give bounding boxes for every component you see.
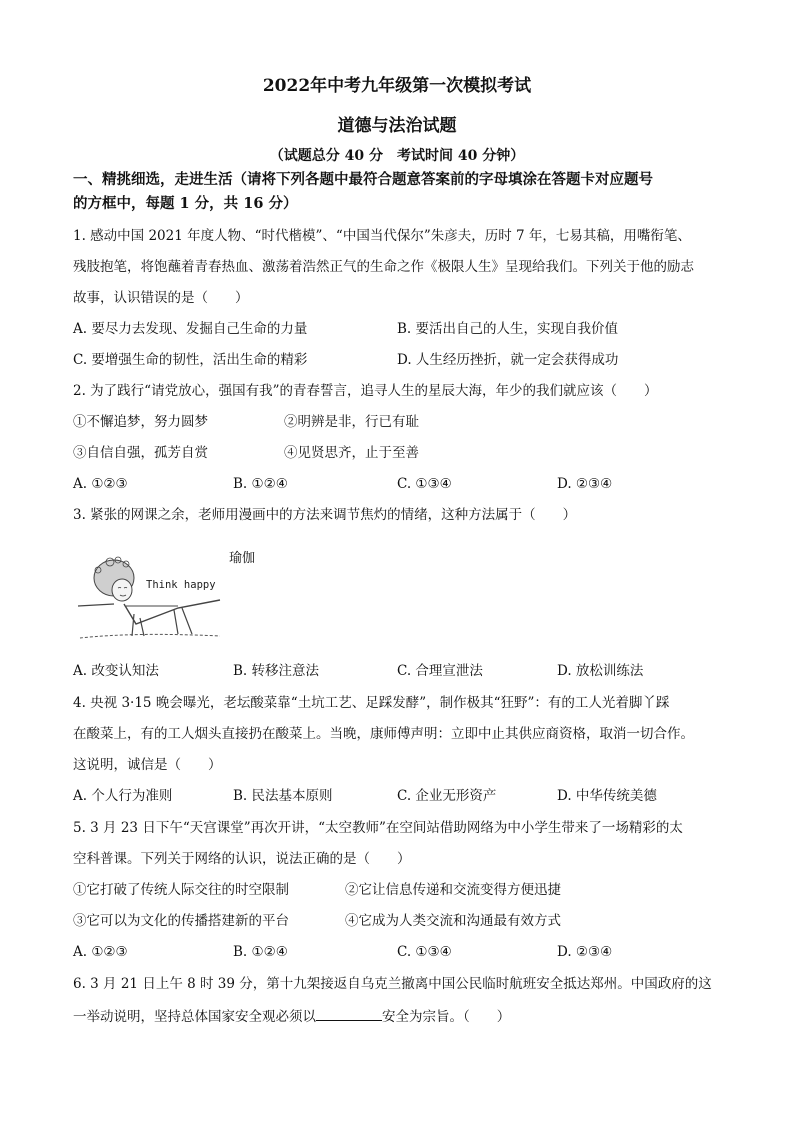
- q4-option-a: A. 个人行为准则: [73, 788, 173, 804]
- q1-option-d: D. 人生经历挫折，就一定会获得成功: [397, 352, 619, 368]
- q4-option-c: C. 企业无形资产: [397, 788, 497, 804]
- q4-stem-line2: 在酸菜上，有的工人烟头直接扔在酸菜上。当晚，康师傅声明：立即中止其供应商资格，取消一切合作。: [73, 726, 694, 742]
- q5-stem-line2: 空科普课。下列关于网络的认识，说法正确的是（ ）: [73, 851, 411, 867]
- q3-option-c: C. 合理宣泄法: [397, 663, 483, 679]
- q2-stem: 2. 为了践行“请党放心，强国有我”的青春誓言，追寻人生的星辰大海，年少的我们就应该（ ）: [73, 383, 658, 399]
- q2-option-c: C. ①③④: [397, 476, 452, 492]
- q2-statement-3: ③自信自强，孤芳自赏: [73, 445, 208, 461]
- q5-statement-3: ③它可以为文化的传播搭建新的平台: [73, 913, 289, 929]
- cartoon-speech-text: Think happy: [146, 579, 216, 591]
- exam-title: 2022年中考九年级第一次模拟考试: [262, 76, 532, 96]
- q3-option-d: D. 放松训练法: [557, 663, 644, 679]
- exam-subtitle: 道德与法治试题: [337, 116, 457, 136]
- q1-option-c: C. 要增强生命的韧性，活出生命的精彩: [73, 352, 308, 368]
- q4-stem-line1: 4. 央视 3·15 晚会曝光，老坛酸菜靠“土坑工艺、足踩发酵”，制作极其“狂野”：有的工人光着脚丫踩: [73, 695, 670, 711]
- q2-option-d: D. ②③④: [557, 476, 613, 492]
- q3-stem: 3. 紧张的网课之余，老师用漫画中的方法来调节焦灼的情绪，这种方法属于（ ）: [73, 507, 577, 523]
- q2-option-a: A. ①②③: [73, 476, 128, 492]
- q5-stem-line1: 5. 3 月 23 日下午“天宫课堂”再次开讲，“太空教师”在空间站借助网络为中小学生带来了一场精彩的太: [73, 820, 683, 836]
- q6-stem-line2: [73, 1006, 510, 1026]
- q3-option-a: A. 改变认知法: [73, 663, 159, 679]
- q6-answer-blank: [316, 1006, 382, 1021]
- q5-statement-2: ②它让信息传递和交流变得方便迅捷: [345, 882, 561, 898]
- section-heading-line2: 的方框中，每题 1 分，共 16 分）: [73, 195, 298, 212]
- q2-statement-1: ①不懈追梦，努力圆梦: [73, 414, 208, 430]
- q2-statement-4: ④见贤思齐，止于至善: [284, 445, 419, 461]
- q4-option-b: B. 民法基本原则: [233, 788, 333, 804]
- q4-stem-line3: 这说明，诚信是（ ）: [73, 757, 222, 773]
- q6-stem-line2-before-blank: 一举动说明，坚持总体国家安全观必须以: [73, 1009, 316, 1025]
- q5-option-a: A. ①②③: [73, 944, 128, 960]
- q6-stem-line2-after-blank: 安全为宗旨。（ ）: [382, 1009, 511, 1025]
- q5-statement-4: ④它成为人类交流和沟通最有效方式: [345, 913, 561, 929]
- q1-stem-line3: 故事，认识错误的是（ ）: [73, 290, 249, 306]
- exam-meta: （试题总分 40 分 考试时间 40 分钟）: [269, 148, 525, 164]
- q1-option-a: A. 要尽力去发现、发掘自己生命的力量: [73, 321, 308, 337]
- q1-stem-line1: 1. 感动中国 2021 年度人物、“时代楷模”、“中国当代保尔”朱彦夫，历时 7 年，七易其稿，用嘴衔笔、: [73, 228, 691, 244]
- q2-statement-2: ②明辨是非，行已有耻: [284, 414, 419, 430]
- q5-option-b: B. ①②④: [233, 944, 288, 960]
- section-heading-line1: 一、精挑细选，走进生活（请将下列各题中最符合题意答案前的字母填涂在答题卡对应题号: [73, 171, 653, 188]
- cartoon-caption: 瑜伽: [229, 551, 256, 566]
- q2-option-b: B. ①②④: [233, 476, 288, 492]
- q5-option-d: D. ②③④: [557, 944, 613, 960]
- q1-option-b: B. 要活出自己的人生，实现自我价值: [397, 321, 619, 337]
- q6-stem-line1: 6. 3 月 21 日上午 8 时 39 分，第十九架接返自乌克兰撤离中国公民临时航班安全抵达郑州。中国政府的这: [73, 976, 712, 992]
- q3-option-b: B. 转移注意法: [233, 663, 320, 679]
- q5-statement-1: ①它打破了传统人际交往的时空限制: [73, 882, 289, 898]
- q5-option-c: C. ①③④: [397, 944, 452, 960]
- q4-option-d: D. 中华传统美德: [557, 788, 657, 804]
- q1-stem-line2: 残肢抱笔，将饱蘸着青春热血、激荡着浩然正气的生命之作《极限人生》呈现给我们。下列关于他的励志: [73, 259, 694, 275]
- yoga-cartoon-image: [74, 548, 226, 644]
